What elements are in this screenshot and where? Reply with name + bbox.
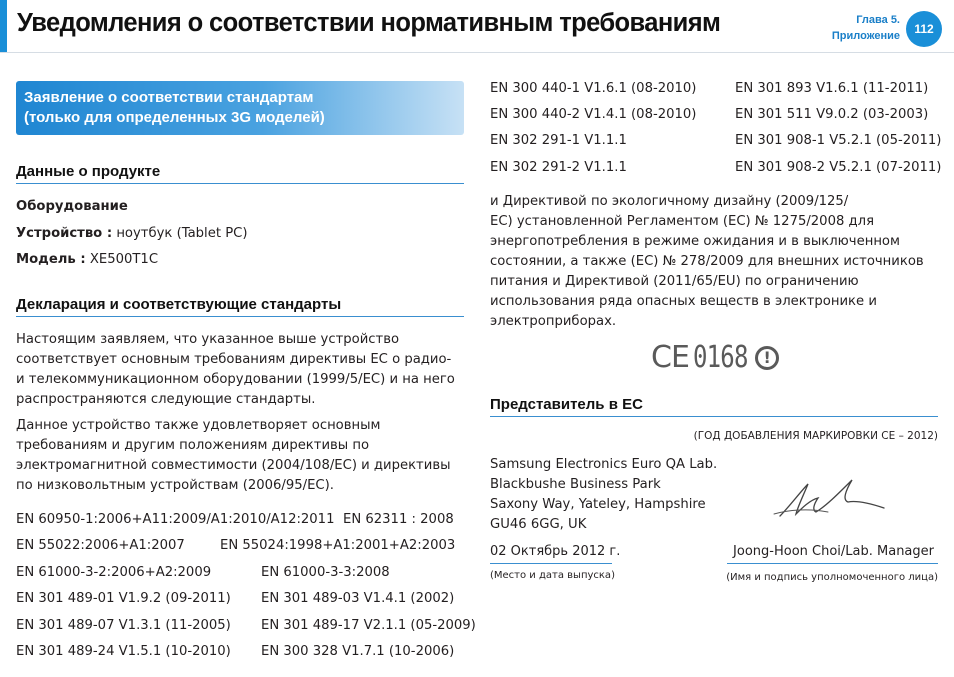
header-divider	[0, 52, 954, 53]
text-line: энергопотребления в режиме ожидания и в выключенном	[490, 234, 900, 249]
standard-item: EN 301 908-2 V5.2.1 (07-2011)	[735, 160, 942, 175]
ce-year-note: (ГОД ДОБАВЛЕНИЯ МАРКИРОВКИ CE – 2012)	[693, 430, 938, 442]
text-line: распространяются следующие стандарты.	[16, 392, 316, 407]
text-line: по низковольтным устройствам (2006/95/EC).	[16, 478, 334, 493]
text-line: и Директивой по экологичному дизайну (2009/125/	[490, 194, 849, 209]
text-line: Настоящим заявляем, что указанное выше устройство	[16, 332, 400, 347]
header-accent-bar	[0, 0, 7, 52]
standard-item: EN 302 291-2 V1.1.1	[490, 160, 627, 175]
equipment-label: Оборудование	[16, 199, 128, 214]
declaration-paragraph-2	[16, 416, 451, 496]
signer-name: Joong-Hoon Choi/Lab. Manager	[733, 544, 934, 559]
address-line: Samsung Electronics Euro QA Lab.	[490, 457, 718, 472]
standard-item: EN 62311 : 2008	[343, 512, 454, 527]
address-line: Saxony Way, Yateley, Hampshire	[490, 497, 706, 512]
text-line: состоянии, а также (ЕС) № 278/2009 для внешних источников	[490, 254, 924, 269]
signature-caption: (Имя и подпись уполномоченного лица)	[726, 572, 938, 583]
standard-item: EN 55022:2006+A1:2007	[16, 538, 185, 553]
text-line: соответствует основным требованиям директивы ЕС о радио-	[16, 352, 452, 367]
model-label: Модель :	[16, 252, 86, 267]
device-label: Устройство :	[16, 226, 113, 241]
standard-item: EN 301 489-03 V1.4.1 (2002)	[261, 591, 455, 606]
chapter-number: Глава 5.	[856, 14, 900, 26]
standard-item: EN 301 908-1 V5.2.1 (05-2011)	[735, 133, 942, 148]
address-line: GU46 6GG, UK	[490, 517, 587, 532]
standard-item: EN 61000-3-2:2006+A2:2009	[16, 565, 212, 580]
chapter-info	[832, 12, 900, 44]
standard-item: EN 300 328 V1.7.1 (10-2006)	[261, 644, 455, 659]
ecodesign-paragraph	[490, 192, 924, 332]
text-line: Данное устройство также удовлетворяет основным	[16, 418, 381, 433]
model-value: XE500T1C	[89, 252, 159, 267]
alert-icon: !	[755, 346, 779, 370]
place-date-caption: (Место и дата выпуска)	[490, 570, 615, 581]
standard-item: EN 301 893 V1.6.1 (11-2011)	[735, 81, 929, 96]
chapter-name: Приложение	[831, 30, 900, 42]
address-line: Blackbushe Business Park	[490, 477, 661, 492]
text-line: использования ряда опасных веществ в электронике и	[490, 294, 877, 309]
standard-item: EN 301 489-01 V1.9.2 (09-2011)	[16, 591, 231, 606]
section-banner	[16, 81, 464, 135]
text-line: электромагнитной совместимости (2004/108/EC) и директивы	[16, 458, 451, 473]
date-underline	[490, 563, 612, 564]
declaration-paragraph-1	[16, 330, 455, 410]
model-row	[16, 250, 158, 270]
issue-date: 02 Октябрь 2012 г.	[490, 544, 621, 559]
ce-mark	[651, 340, 779, 375]
device-row	[16, 224, 248, 244]
text-line: и телекоммуникационном оборудовании (1999/5/EC) и на него	[16, 372, 455, 387]
standard-item: EN 301 489-07 V1.3.1 (11-2005)	[16, 618, 231, 633]
device-value: ноутбук (Tablet PC)	[116, 226, 248, 241]
text-line: электроприборах.	[490, 314, 617, 329]
standard-item: EN 300 440-2 V1.4.1 (08-2010)	[490, 107, 697, 122]
standard-item: EN 55024:1998+A1:2001+A2:2003	[220, 538, 456, 553]
standard-item: EN 60950-1:2006+A11:2009/A1:2010/A12:2011	[16, 512, 335, 527]
product-heading: Данные о продукте	[16, 163, 464, 184]
page-title: Уведомления о соответствии нормативным требованиям	[17, 9, 721, 37]
notified-body-number: 0168	[692, 340, 748, 375]
standard-item: EN 301 489-24 V1.5.1 (10-2010)	[16, 644, 231, 659]
standard-item: EN 301 489-17 V2.1.1 (05-2009)	[261, 618, 476, 633]
text-line: питания и Директивой (2011/65/EU) по ограничению	[490, 274, 859, 289]
banner-line-2: (только для определенных 3G моделей)	[24, 109, 325, 126]
page-number-badge: 112	[906, 11, 942, 47]
ce-letters: CE	[651, 340, 689, 375]
standard-item: EN 301 511 V9.0.2 (03-2003)	[735, 107, 929, 122]
signature-image	[768, 470, 888, 528]
banner-line-1: Заявление о соответствии стандартам	[24, 89, 314, 106]
declaration-heading: Декларация и соответствующие стандарты	[16, 296, 464, 317]
standard-item: EN 302 291-1 V1.1.1	[490, 133, 627, 148]
standard-item: EN 61000-3-3:2008	[261, 565, 390, 580]
text-line: требованиям и другим положениям директивы по	[16, 438, 370, 453]
representative-address	[490, 455, 717, 535]
standard-item: EN 300 440-1 V1.6.1 (08-2010)	[490, 81, 697, 96]
text-line: EC) установленной Регламентом (ЕС) № 1275/2008 для	[490, 214, 875, 229]
representative-heading: Представитель в ЕС	[490, 396, 938, 417]
signature-underline	[727, 563, 938, 564]
